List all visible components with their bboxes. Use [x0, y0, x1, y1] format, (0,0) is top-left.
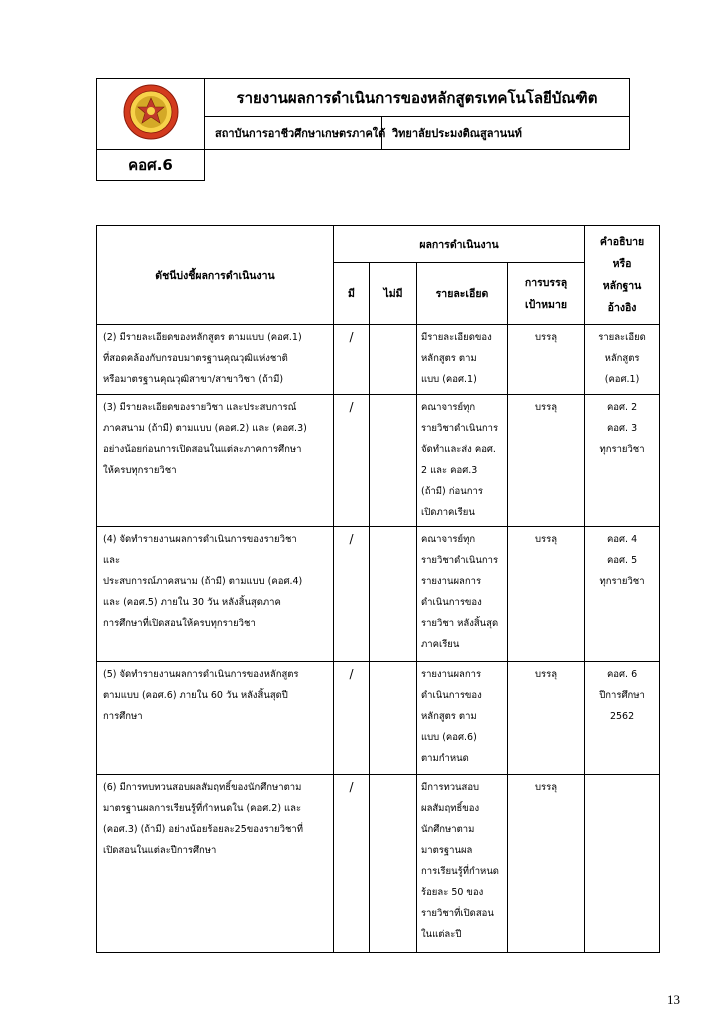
header-detail: รายละเอียด: [417, 263, 508, 325]
header-indicator: ดัชนีบ่งชี้ผลการดำเนินงาน: [97, 226, 334, 325]
performance-table: [96, 225, 660, 953]
has-mark: /: [334, 325, 370, 395]
has-not-mark: [370, 325, 417, 395]
reference-cell: [585, 775, 660, 953]
page-number: 13: [667, 992, 680, 1007]
indicator-cell: (3) มีรายละเอียดของรายวิชา และประสบการณ์ ภาคสนาม (ถ้ามี) ตามแบบ (คอศ.2) และ (คอศ.3) อย่างน้อยก่อนการเปิดสอนในแต่ละภาคการศึกษา ให้ครบทุกรายวิชา: [97, 395, 334, 527]
has-not-mark: [370, 395, 417, 527]
has-mark: /: [334, 662, 370, 775]
reference-cell: คอศ. 2 คอศ. 3 ทุกรายวิชา: [585, 395, 660, 527]
detail-cell: รายงานผลการ ดำเนินการของ หลักสูตร ตาม แบบ (คอศ.6) ตามกำหนด: [417, 662, 508, 775]
header-target: การบรรลุ เป้าหมาย: [508, 263, 585, 325]
indicator-cell: (6) มีการทบทวนสอบผลสัมฤทธิ์ของนักศึกษาตาม มาตรฐานผลการเรียนรู้ที่กำหนดใน (คอศ.2) และ (คอศ.3) (ถ้ามี) อย่างน้อยร้อยละ25ของรายวิชาที่ เปิดสอนในแต่ละปีการศึกษา: [97, 775, 334, 953]
college-name: วิทยาลัยประมงติณสูลานนท์: [382, 117, 630, 150]
header-blank: [205, 150, 630, 181]
indicator-cell: (5) จัดทำรายงานผลการดำเนินการของหลักสูตร ตามแบบ (คอศ.6) ภายใน 60 วัน หลังสิ้นสุดปี การศึกษา: [97, 662, 334, 775]
has-not-mark: [370, 775, 417, 953]
header-results: ผลการดำเนินงาน: [334, 226, 585, 263]
form-code: คอศ.6: [97, 150, 205, 181]
target-cell: บรรลุ: [508, 395, 585, 527]
table-row: [97, 775, 660, 953]
indicator-cell: (2) มีรายละเอียดของหลักสูตร ตามแบบ (คอศ.1) ที่สอดคล้องกับกรอบมาตรฐานคุณวุฒิแห่งชาติ หรือมาตรฐานคุณวุฒิสาขา/สาขาวิชา (ถ้ามี): [97, 325, 334, 395]
has-not-mark: [370, 662, 417, 775]
header-has-not: ไม่มี: [370, 263, 417, 325]
target-cell: บรรลุ: [508, 662, 585, 775]
detail-cell: คณาจารย์ทุก รายวิชาดำเนินการ จัดทำและส่ง คอศ. 2 และ คอศ.3 (ถ้ามี) ก่อนการ เปิดภาคเรียน: [417, 395, 508, 527]
header-has: มี: [334, 263, 370, 325]
table-row: [97, 527, 660, 662]
target-cell: บรรลุ: [508, 527, 585, 662]
table-row: [97, 662, 660, 775]
report-title: รายงานผลการดำเนินการของหลักสูตรเทคโนโลยีบัณฑิต: [205, 79, 630, 117]
has-not-mark: [370, 527, 417, 662]
has-mark: /: [334, 395, 370, 527]
has-mark: /: [334, 527, 370, 662]
institute-seal-icon: [108, 83, 194, 141]
detail-cell: มีการทวนสอบ ผลสัมฤทธิ์ของ นักศึกษาตาม มาตรฐานผล การเรียนรู้ที่กำหนด ร้อยละ 50 ของ รายวิชาที่เปิดสอน ในแต่ละปี: [417, 775, 508, 953]
institute-name: สถาบันการอาชีวศึกษาเกษตรภาคใต้: [205, 117, 382, 150]
document-header: [96, 78, 630, 181]
detail-cell: คณาจารย์ทุก รายวิชาดำเนินการ รายงานผลการ ดำเนินการของ รายวิชา หลังสิ้นสุด ภาคเรียน: [417, 527, 508, 662]
has-mark: /: [334, 775, 370, 953]
logo-cell: [97, 79, 205, 150]
table-row: [97, 395, 660, 527]
table-row: [97, 325, 660, 395]
detail-cell: มีรายละเอียดของ หลักสูตร ตาม แบบ (คอศ.1): [417, 325, 508, 395]
indicator-cell: (4) จัดทำรายงานผลการดำเนินการของรายวิชา และ ประสบการณ์ภาคสนาม (ถ้ามี) ตามแบบ (คอศ.4) และ (คอศ.5) ภายใน 30 วัน หลังสิ้นสุดภาค การศึกษาที่เปิดสอนให้ครบทุกรายวิชา: [97, 527, 334, 662]
reference-cell: คอศ. 6 ปีการศึกษา 2562: [585, 662, 660, 775]
header-reference: คำอธิบาย หรือ หลักฐาน อ้างอิง: [585, 226, 660, 325]
reference-cell: รายละเอียด หลักสูตร (คอศ.1): [585, 325, 660, 395]
target-cell: บรรลุ: [508, 775, 585, 953]
reference-cell: คอศ. 4 คอศ. 5 ทุกรายวิชา: [585, 527, 660, 662]
target-cell: บรรลุ: [508, 325, 585, 395]
